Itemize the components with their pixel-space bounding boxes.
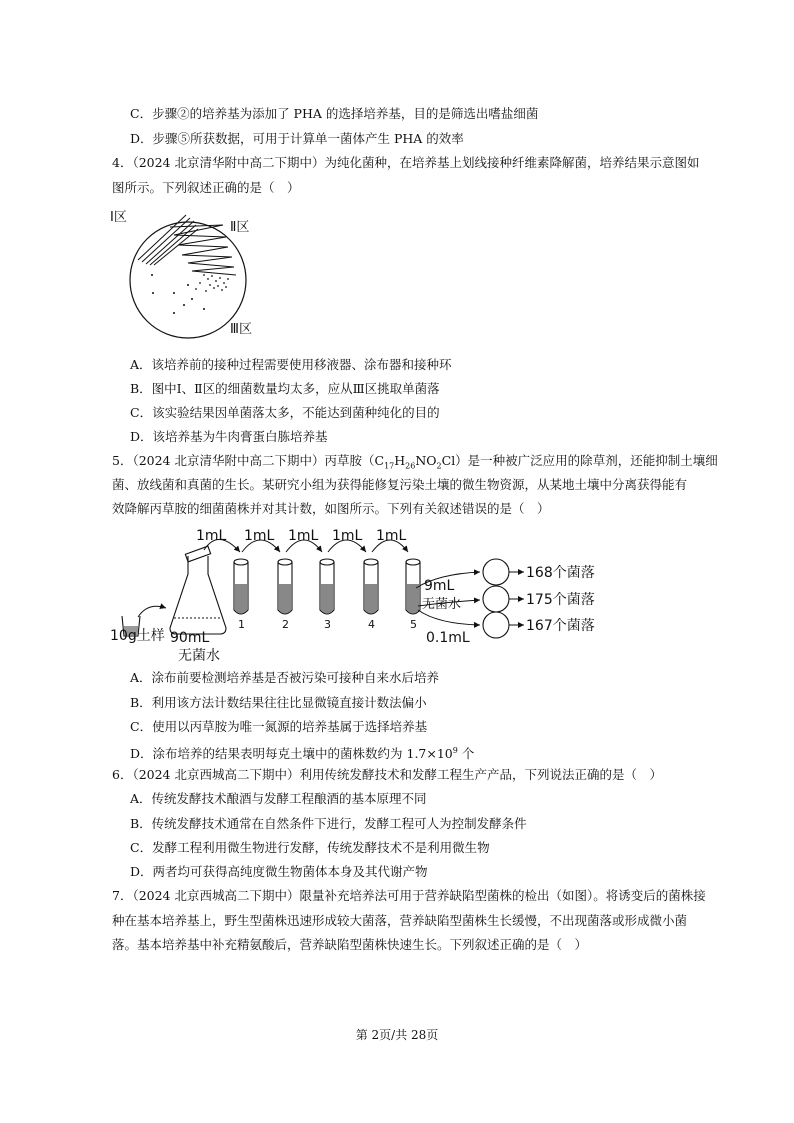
q7-stem-line3: 落。基本培养基中补充精氨酸后，营养缺陷型菌株快速生长。下列叙述正确的是（ ） bbox=[112, 937, 588, 952]
q5-option-c: C．使用以丙草胺为唯一氮源的培养基属于选择培养基 bbox=[130, 719, 428, 734]
tube-number-3: 3 bbox=[324, 618, 331, 631]
tube-1 bbox=[234, 559, 248, 614]
tube-number-1: 1 bbox=[238, 618, 245, 631]
q5-stem-line2: 菌、放线菌和真菌的生长。某研究小组为获得能修复污染土壤的微生物资源，从某地土壤中分离获得能有 bbox=[112, 477, 688, 492]
plate-3-count: 167个菌落 bbox=[526, 618, 595, 634]
tube-number-4: 4 bbox=[368, 618, 375, 631]
transfer-label-1: 1mL bbox=[196, 528, 227, 544]
q6-option-a: A．传统发酵技术酿酒与发酵工程酿酒的基本原理不同 bbox=[130, 791, 427, 806]
formula-sub: 17 bbox=[384, 461, 395, 471]
plate-2 bbox=[483, 586, 509, 612]
zone2-label: Ⅱ区 bbox=[230, 220, 250, 235]
tube-3 bbox=[320, 559, 334, 614]
q5-stem-line3: 效降解丙草胺的细菌菌株并对其计数，如图所示。下列有关叙述错误的是（ ） bbox=[112, 501, 550, 516]
plate-1-count: 168个菌落 bbox=[526, 565, 595, 581]
flask-label-water: 无菌水 bbox=[178, 648, 220, 662]
q6-option-d: D．两者均可获得高纯度微生物菌体本身及其代谢产物 bbox=[130, 864, 428, 879]
q5-option-d-unit: 个 bbox=[457, 746, 475, 762]
q5-option-d bbox=[130, 743, 474, 762]
zone3-label: Ⅲ区 bbox=[230, 322, 252, 337]
transfer-label-5: 1mL bbox=[376, 528, 407, 544]
q5-option-d-text: D．涂布培养的结果表明每克土壤中的菌株数约为 1.7×10 bbox=[130, 746, 453, 762]
plate-1 bbox=[483, 559, 509, 585]
formula-part: NO bbox=[415, 453, 437, 468]
q4-option-a: A．该培养前的接种过程需要使用移液器、涂布器和接种环 bbox=[130, 357, 452, 372]
q4-option-d: D．该培养基为牛肉膏蛋白胨培养基 bbox=[130, 429, 328, 444]
zone1-label: Ⅰ区 bbox=[110, 210, 127, 225]
tube-water-volume: 9mL bbox=[424, 578, 455, 594]
q4-option-b: B．图中Ⅰ、Ⅱ区的细菌数量均太多，应从Ⅲ区挑取单菌落 bbox=[130, 381, 440, 396]
q5-stem-line1 bbox=[112, 453, 718, 475]
q4-stem-line1: 4．（2024 北京清华附中高二下期中）为纯化菌种，在培养基上划线接种纤维素降解菌，培养结果示意图如 bbox=[112, 155, 700, 170]
q5-stem-part: 5．（2024 北京清华附中高二下期中）丙草胺（C bbox=[112, 453, 385, 468]
tube-number-2: 2 bbox=[282, 618, 289, 631]
page-footer: 第 2页/共 28页 bbox=[355, 1028, 439, 1042]
dilution-figure bbox=[108, 522, 608, 662]
q7-stem-line2: 种在基本培养基上，野生型菌株迅速形成较大菌落，营养缺陷型菌株生长缓慢，不出现菌落或形成微小菌 bbox=[112, 913, 688, 928]
arrow-beaker-to-flask bbox=[138, 606, 166, 617]
q5-option-b: B．利用该方法计数结果往往比显微镜直接计数法偏小 bbox=[130, 695, 427, 710]
petri-dish-figure bbox=[108, 205, 268, 340]
tube-4 bbox=[364, 559, 378, 614]
q5-stem-part: Cl）是一种被广泛应用的除草剂，还能抑制土壤细 bbox=[441, 453, 718, 468]
plate-2-count: 175个菌落 bbox=[526, 592, 595, 608]
q3-option-c: C．步骤②的培养基为添加了 PHA 的选择培养基，目的是筛选出嗜盐细菌 bbox=[130, 106, 539, 121]
transfer-label-3: 1mL bbox=[288, 528, 319, 544]
formula-sub: 2 bbox=[436, 461, 442, 471]
tube-number-5: 5 bbox=[410, 618, 417, 631]
exponent: 9 bbox=[452, 746, 458, 755]
tube-water-label: 无菌水 bbox=[422, 597, 462, 612]
q3-option-d: D．步骤⑤所获数据，可用于计算单一菌体产生 PHA 的效率 bbox=[130, 131, 464, 146]
q4-stem-line2: 图所示。下列叙述正确的是（ ） bbox=[112, 180, 300, 195]
plate-volume-label: 0.1mL bbox=[426, 630, 470, 646]
zone2-streaks bbox=[170, 225, 236, 275]
transfer-label-2: 1mL bbox=[244, 528, 275, 544]
petri-dish bbox=[130, 222, 246, 338]
flask bbox=[170, 546, 226, 634]
arrow-to-plate3 bbox=[418, 610, 480, 625]
q5-option-a: A．涂布前要检测培养基是否被污染可接种自来水后培养 bbox=[130, 670, 440, 685]
zone3-colonies bbox=[151, 274, 229, 314]
plate-3 bbox=[483, 612, 509, 638]
soil-label: 10g土样 bbox=[110, 628, 165, 644]
transfer-label-4: 1mL bbox=[332, 528, 363, 544]
formula-part: H bbox=[394, 453, 406, 468]
q6-option-b: B．传统发酵技术通常在自然条件下进行，发酵工程可人为控制发酵条件 bbox=[130, 816, 527, 831]
formula-sub: 26 bbox=[405, 461, 416, 471]
q6-stem: 6．（2024 北京西城高二下期中）利用传统发酵技术和发酵工程生产产品，下列说法正确的是（ ） bbox=[112, 767, 662, 782]
q4-option-c: C．该实验结果因单菌落太多，不能达到菌种纯化的目的 bbox=[130, 405, 440, 420]
test-tubes bbox=[234, 559, 420, 614]
flask-label-volume: 90mL bbox=[170, 630, 210, 646]
q7-stem-line1: 7．（2024 北京西城高二下期中）限量补充培养法可用于营养缺陷型菌株的检出（如图）。将诱变后的菌株接 bbox=[112, 888, 706, 903]
q6-option-c: C．发酵工程利用微生物进行发酵，传统发酵技术不是利用微生物 bbox=[130, 840, 490, 855]
tube-2 bbox=[278, 559, 292, 614]
